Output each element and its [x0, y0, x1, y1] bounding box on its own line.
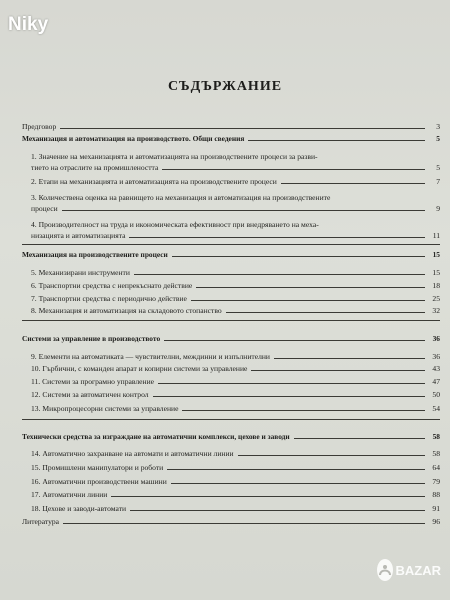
toc-section-page: 36	[432, 334, 440, 343]
toc-entry	[31, 377, 440, 386]
toc-entry-title: Литература	[22, 517, 60, 526]
toc-section-title: Механизация и автоматизация на производството. Общи сведения	[22, 134, 245, 143]
toc-entry	[31, 463, 440, 472]
leader-line	[171, 483, 425, 484]
toc-entry	[31, 477, 440, 486]
toc-entry	[31, 177, 440, 186]
toc-entry-title: Предговор	[22, 122, 57, 131]
toc-section-title: Технически средства за изграждане на автоматични комплекси, цехове и заводи	[22, 432, 290, 441]
leader-line	[60, 128, 425, 129]
toc-section	[22, 334, 440, 343]
toc-entry-title: 18. Цехове и заводи-автомати	[31, 504, 127, 513]
toc-entry-title: 7. Транспортни средства с периодично действие	[31, 294, 187, 303]
toc-entry-page: 47	[432, 377, 440, 386]
leader-line	[294, 438, 425, 439]
toc-entry	[31, 449, 440, 458]
toc-entry	[31, 193, 440, 202]
toc-entry-title: 6. Транспортни средства с непрекъснато действие	[31, 281, 193, 290]
leader-line	[226, 312, 425, 313]
toc-entry-title: 12. Системи за автоматичен контрол	[31, 390, 149, 399]
leader-line	[62, 210, 425, 211]
toc-entry-page: 54	[432, 404, 440, 413]
toc-entry-title: 15. Промишлени манипулатори и роботи	[31, 463, 164, 472]
toc-entry-title: 4. Производителност на труда и икономическата ефективност при внедряването на меха-	[31, 220, 319, 229]
toc-entry-title: 1. Значение на механизацията и автоматизацията на производствените процеси за разви-	[31, 152, 318, 161]
toc-entry-title: 16. Автоматични производствени машини	[31, 477, 167, 486]
toc-entry-title: 2. Етапи на механизацията и автоматизацията на производствените процеси	[31, 177, 277, 186]
toc-entry-continuation	[31, 163, 440, 172]
toc-entry-page: 11	[432, 231, 440, 240]
toc-section-title: Системи за управление в производството	[22, 334, 161, 343]
toc-entry-continuation	[31, 204, 440, 213]
section-divider	[22, 244, 440, 245]
toc-entry	[31, 306, 440, 315]
toc-entry-title-cont: тието на отраслите на промишлеността	[31, 163, 159, 172]
leader-line	[172, 256, 425, 257]
leader-line	[162, 169, 425, 170]
leader-line	[111, 496, 425, 497]
toc-entry	[31, 268, 440, 277]
toc-entry-page: 9	[436, 204, 440, 213]
leader-line	[248, 140, 425, 141]
leader-line	[238, 455, 425, 456]
leader-line	[251, 370, 425, 371]
watermark-logo: Niky	[8, 14, 49, 35]
bazar-logo-icon	[377, 559, 393, 581]
leader-line	[164, 340, 425, 341]
toc-entry	[31, 390, 440, 399]
toc-entry-page: 36	[432, 352, 440, 361]
toc-entry	[31, 490, 440, 499]
toc-entry-page: 91	[432, 504, 440, 513]
leader-line	[129, 237, 425, 238]
toc-entry-title: 13. Микропроцесорни системи за управление	[31, 404, 179, 413]
leader-line	[134, 274, 425, 275]
toc-entry-page: 5	[436, 163, 440, 172]
leader-line	[182, 410, 425, 411]
toc-section	[22, 134, 440, 143]
leader-line	[167, 469, 425, 470]
leader-line	[281, 183, 425, 184]
toc-entry-title: 17. Автоматични линии	[31, 490, 108, 499]
section-divider	[22, 419, 440, 420]
toc-section-title: Механизация на производствените процеси	[22, 250, 168, 259]
toc-entry-title: 9. Елементи на автоматиката — чувствителни, междинни и изпълнителни	[31, 352, 270, 361]
toc-entry-title: 5. Механизирани инструменти	[31, 268, 130, 277]
toc-entry-page: 79	[432, 477, 440, 486]
leader-line	[153, 396, 425, 397]
leader-line	[130, 510, 425, 511]
toc-entry-page: 15	[432, 268, 440, 277]
toc-entry-page: 43	[432, 364, 440, 373]
toc-entry-title: 3. Количествена оценка на равнището на механизация и автоматизация на производствените	[31, 193, 331, 202]
toc-entry	[31, 220, 440, 229]
toc-entry	[31, 152, 440, 161]
toc-entry	[31, 504, 440, 513]
toc-entry-page: 7	[436, 177, 440, 186]
toc-entry-page: 25	[432, 294, 440, 303]
toc-entry	[31, 352, 440, 361]
toc-entry-page: 88	[432, 490, 440, 499]
toc-entry-continuation	[31, 231, 440, 240]
section-divider	[22, 320, 440, 321]
leader-line	[158, 383, 425, 384]
leader-line	[191, 300, 425, 301]
toc-entry-title: 10. Гърбични, с команден апарат и копирни системи за управление	[31, 364, 248, 373]
leader-line	[63, 523, 425, 524]
bazar-watermark-logo	[377, 553, 441, 587]
toc-entry-title-cont: низацията и автоматизацията	[31, 231, 126, 240]
leader-line	[274, 358, 425, 359]
bazar-logo-text: BAZAR	[395, 562, 441, 578]
toc-section-page: 58	[432, 432, 440, 441]
toc-entry	[22, 517, 440, 526]
toc-section-page: 15	[432, 250, 440, 259]
toc-entry-title-cont: процеси	[31, 204, 58, 213]
toc-entry	[22, 122, 440, 131]
toc-section	[22, 250, 440, 259]
toc-entry	[31, 404, 440, 413]
toc-entry-page: 32	[432, 306, 440, 315]
leader-line	[196, 287, 425, 288]
toc-entry-page: 3	[436, 122, 440, 131]
toc-entry-page: 18	[432, 281, 440, 290]
toc-entry	[31, 281, 440, 290]
toc-entry-page: 96	[432, 517, 440, 526]
toc-entry-page: 50	[432, 390, 440, 399]
page-title: СЪДЪРЖАНИЕ	[167, 79, 283, 94]
toc-entry-page: 58	[432, 449, 440, 458]
toc-entry-title: 14. Автоматично захранване на автомати и автоматични линии	[31, 449, 234, 458]
toc-entry-title: 8. Механизация и автоматизация на складовото стопанство	[31, 306, 222, 315]
toc-entry-page: 64	[432, 463, 440, 472]
toc-section	[22, 432, 440, 441]
toc-entry	[31, 294, 440, 303]
toc-entry	[31, 364, 440, 373]
toc-entry-title: 11. Системи за програмно управление	[31, 377, 155, 386]
toc-section-page: 5	[436, 134, 440, 143]
